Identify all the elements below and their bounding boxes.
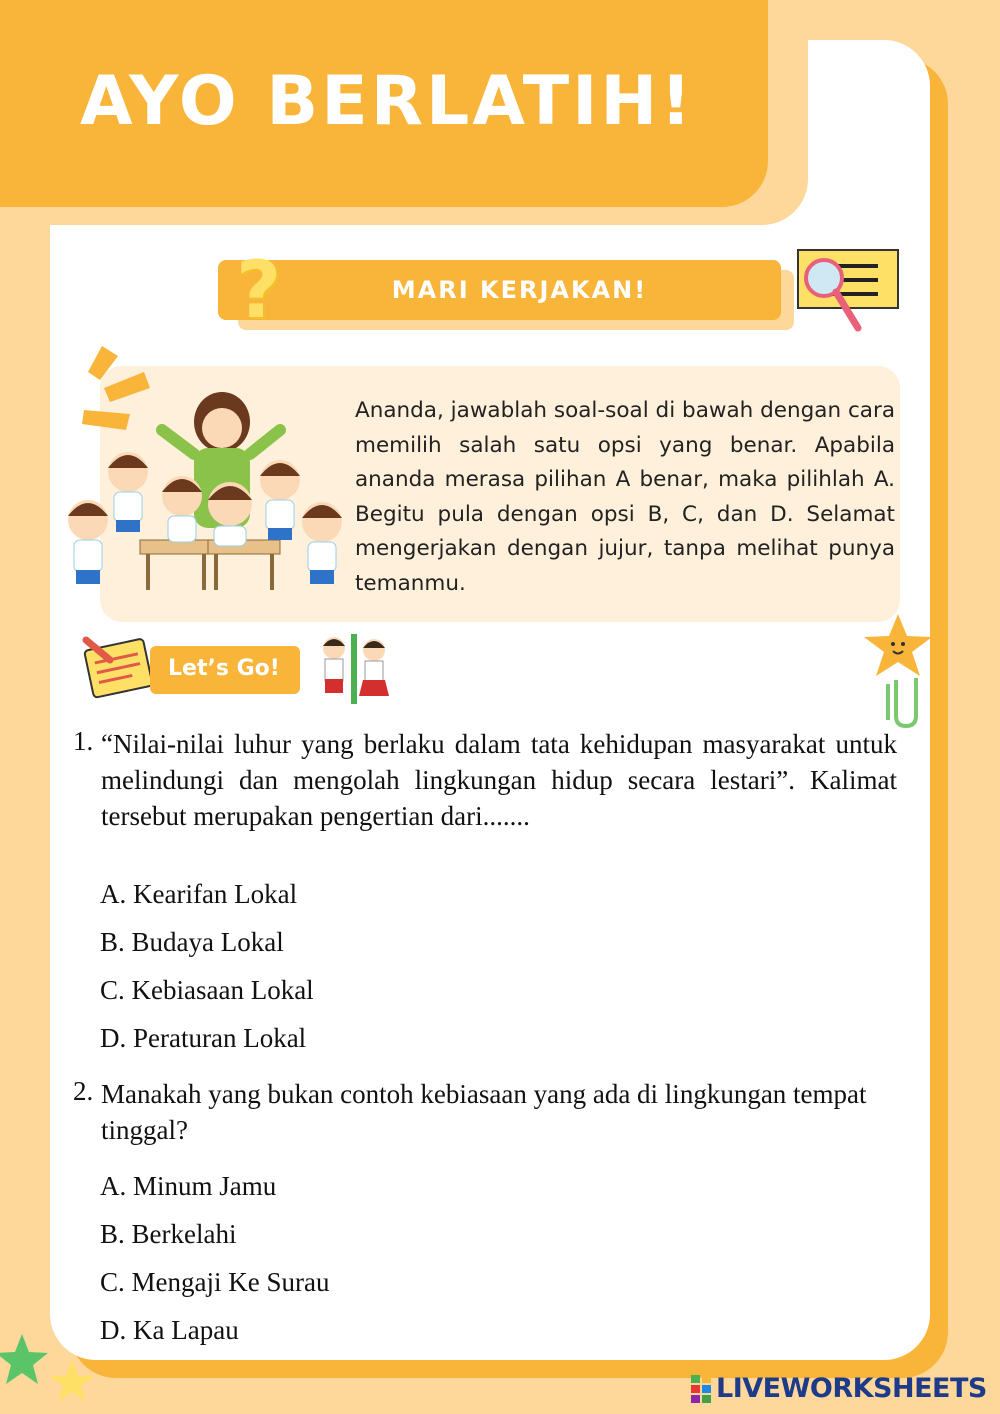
option-2d[interactable]: D. Ka Lapau	[100, 1315, 239, 1345]
option-2b[interactable]: B. Berkelahi	[100, 1219, 237, 1249]
magnifier-icon	[796, 248, 900, 334]
classroom-illustration	[44, 344, 364, 606]
question-text: Manakah yang bukan contoh kebiasaan yang ada di lingkungan tempat tinggal?	[101, 1079, 867, 1145]
page-title: AYO BERLATIH!	[80, 62, 695, 141]
option-2a[interactable]: A. Minum Jamu	[100, 1171, 277, 1201]
brand-icon	[690, 1374, 712, 1404]
instructions-text: Ananda, jawablah soal-soal di bawah dengan cara memilih salah satu opsi yang benar. Apabila ananda merasa pilihan A benar, maka pilihlah A. Begitu pula dengan opsi B, C, dan D. Selamat mengerjakan dengan jujur, tanpa melihat punya temanmu.	[355, 398, 895, 596]
worksheet-card	[50, 40, 930, 1360]
banner-label: MARI KERJAKAN!	[391, 276, 648, 304]
option-2c[interactable]: C. Mengaji Ke Surau	[100, 1267, 330, 1297]
question-text: “Nilai-nilai luhur yang berlaku dalam tata kehidupan masyarakat untuk melindungi dan mengolah lingkungan hidup secara lestari”. Kalimat tersebut merupakan pengertian dari.......	[101, 729, 897, 831]
option-1a[interactable]: A. Kearifan Lokal	[100, 879, 298, 909]
section-banner	[218, 260, 781, 320]
liveworksheets-logo[interactable]	[690, 1372, 990, 1406]
notepad-pencil-icon	[80, 630, 158, 702]
lets-go-label: Let’s Go!	[168, 656, 280, 681]
option-1b[interactable]: B. Budaya Lokal	[100, 927, 284, 957]
question-number: 2.	[73, 1076, 94, 1106]
decorative-stars	[0, 1330, 110, 1414]
header	[0, 0, 768, 207]
lets-go-banner	[150, 646, 300, 694]
option-1c[interactable]: C. Kebiasaan Lokal	[100, 975, 314, 1005]
brand-name: LIVEWORKSHEETS	[716, 1373, 987, 1404]
children-pencil-illustration	[308, 628, 404, 708]
star-paperclip-icon	[860, 612, 936, 730]
option-1d[interactable]: D. Peraturan Lokal	[100, 1023, 307, 1053]
question-mark-icon: ?	[236, 246, 282, 336]
question-number: 1.	[73, 726, 94, 756]
